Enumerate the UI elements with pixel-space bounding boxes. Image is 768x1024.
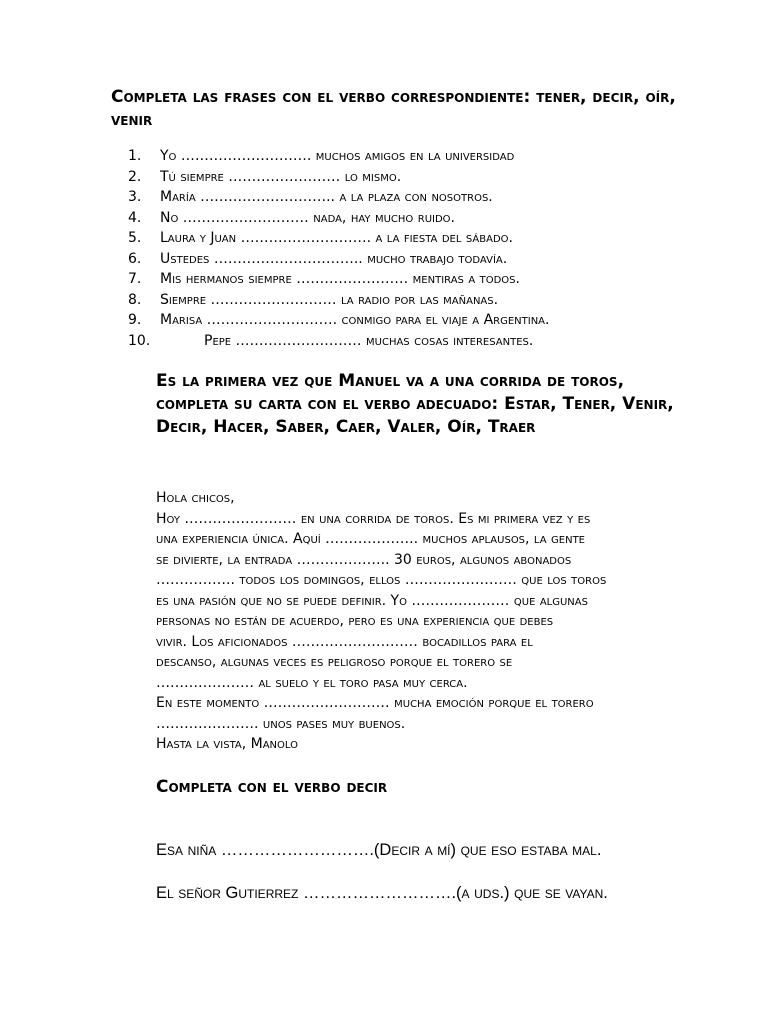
- letter-line: es una pasión que no se puede definir. Yo ………………… que algunas: [156, 592, 588, 609]
- section1-exercise-list: [128, 146, 688, 351]
- item-text: Tú siempre …………………… lo mismo.: [160, 168, 402, 185]
- list-item: [128, 249, 688, 270]
- list-item: [128, 228, 688, 249]
- section3-heading: Completa con el verbo decir: [156, 777, 388, 797]
- item-number: 4.: [128, 209, 142, 226]
- item-text: Mis hermanos siempre …………………… mentiras a todos.: [160, 271, 520, 287]
- list-item: [128, 146, 688, 167]
- letter-line: …………….. todos los domingos, ellos …………………… que los toros: [156, 572, 607, 588]
- section2-heading: [156, 370, 676, 439]
- item-text: Yo ………………………. muchos amigos en la universidad: [160, 148, 515, 164]
- item-text: No ……………………… nada, hay mucho ruido.: [160, 209, 455, 226]
- item-number: 9.: [128, 312, 142, 328]
- item-number: 7.: [128, 271, 142, 287]
- list-item: [128, 310, 688, 331]
- letter-body: [156, 488, 656, 755]
- list-item: [128, 208, 688, 229]
- item-text: Laura y Juan ………………………. a la fiesta del sábado.: [160, 230, 513, 246]
- item-text: María ……………………….. a la plaza con nosotros.: [160, 189, 493, 205]
- list-item: [128, 167, 688, 188]
- item-number: 1.: [128, 148, 142, 164]
- item-number: 10.: [128, 332, 151, 349]
- list-item: [128, 331, 688, 352]
- exercise-sentence: Esa niña ……………………….(Decir a mí) que eso estaba mal.: [156, 841, 602, 859]
- letter-line: descanso, algunas veces es peligroso porque el torero se: [156, 654, 513, 670]
- letter-line: una experiencia única. Aquí ……………….. muchos aplausos, la gente: [156, 531, 586, 547]
- list-item: [128, 269, 688, 290]
- letter-line: Hoy …………………… en una corrida de toros. Es mi primera vez y es: [156, 510, 591, 527]
- letter-line: ………………… al suelo y el toro pasa muy cerca.: [156, 674, 468, 691]
- item-number: 2.: [128, 168, 142, 185]
- section2-heading-line2: completa su carta con el verbo adecuado: Estar, Tener, Venir, Decir, Hacer, Saber, Caer, Valer, Oír, Traer: [156, 394, 674, 437]
- letter-line: …………………. unos pases muy buenos.: [156, 715, 406, 732]
- exercise-sentence: El señor Gutierrez ……………………….(a uds.) que se vayan.: [156, 884, 608, 902]
- item-number: 8.: [128, 291, 142, 308]
- letter-line: En este momento ……………………… mucha emoción porque el torero: [156, 695, 594, 711]
- item-number: 3.: [128, 189, 142, 205]
- item-text: Marisa ………………………. conmigo para el viaje a Argentina.: [160, 312, 550, 328]
- item-text: Siempre ……………………… la radio por las mañanas.: [160, 291, 499, 308]
- letter-line: personas no están de acuerdo, pero es una experiencia que debes: [156, 613, 554, 629]
- item-number: 5.: [128, 230, 142, 246]
- section1-heading: Completa las frases con el verbo correspondiente: tener, decir, oír, venir: [111, 87, 676, 130]
- letter-line: Hasta la vista, Manolo: [156, 736, 298, 752]
- letter-line: Hola chicos,: [156, 490, 235, 506]
- item-number: 6.: [128, 250, 142, 267]
- item-text: Ustedes ………………………….. mucho trabajo todavía.: [160, 250, 508, 267]
- list-item: [128, 187, 688, 208]
- letter-line: vivir. Los aficionados ……………………… bocadillos para el: [156, 633, 533, 650]
- list-item: [128, 290, 688, 311]
- section2-heading-line1: Es la primera vez que Manuel va a una corrida de toros,: [156, 371, 625, 391]
- letter-line: se divierte, la entrada ……………….. 30 euros, algunos abonados: [156, 551, 572, 568]
- item-text: Pepe ……………………… muchas cosas interesantes.: [204, 332, 534, 349]
